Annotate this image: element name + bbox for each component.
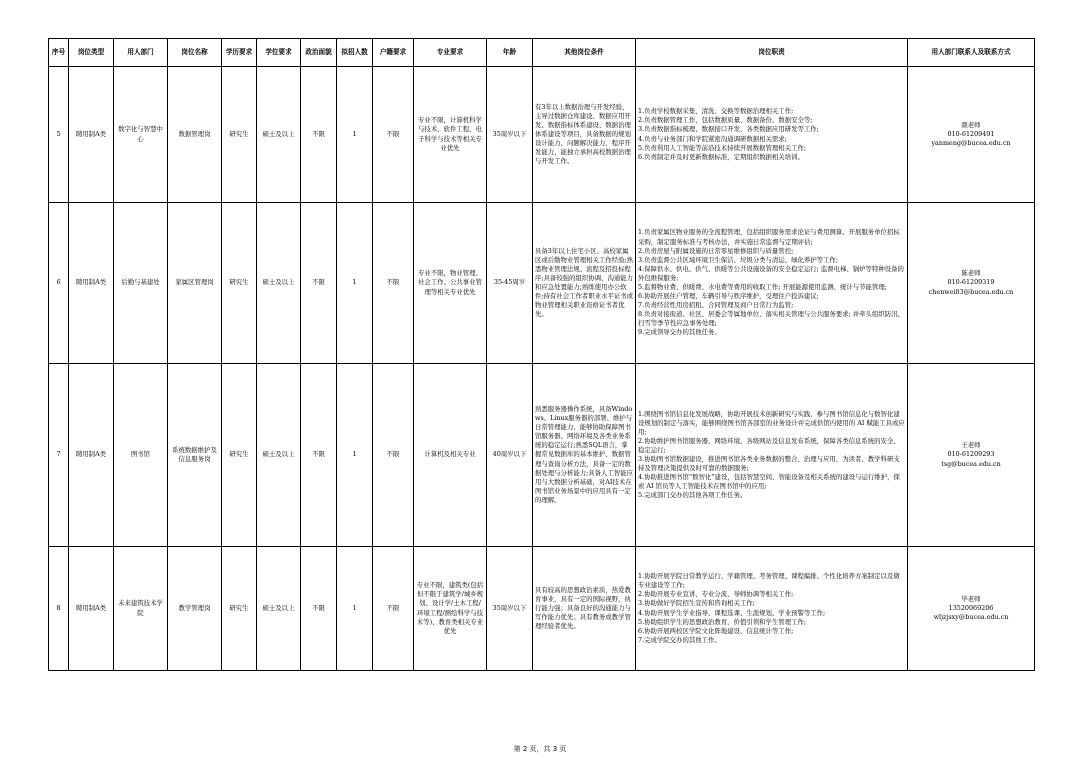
cell-degree: 硕士及以上: [257, 67, 301, 203]
cell-age: 35-45周岁: [487, 203, 533, 364]
contact-email: tsg@bucea.edu.cn: [941, 459, 1001, 468]
cell-no: 6: [49, 203, 69, 364]
cell-no: 5: [49, 67, 69, 203]
duty-line: 6.协助开展两校区学院文化阵地建设、信息统计等工作;: [638, 626, 794, 635]
duty-line: 8.负责对接街道、社区、居委会等属地单位，落实相关管理与公共服务要求; 并牵头组织防汛、扫雪等季节性应急事务处理;: [638, 310, 904, 328]
cell-post: 教学管理岗: [168, 547, 222, 671]
cell-political: 不限: [301, 203, 337, 364]
cell-major: 计算机及相关专业: [414, 364, 487, 547]
header-cell: 拟招人数: [337, 39, 373, 67]
duty-line: 4.负责与业务部门和学院紧密沟通调研数据相关需求;: [638, 134, 787, 143]
cell-hukou: 不限: [373, 364, 414, 547]
table-row: [49, 364, 1035, 547]
cell-hukou: 不限: [373, 547, 414, 671]
cell-edu: 研究生: [222, 364, 257, 547]
cell-duties: [636, 203, 908, 364]
cell-age: 35周岁以下: [487, 547, 533, 671]
cell-political: 不限: [301, 364, 337, 547]
header-cell: 学位要求: [257, 39, 301, 67]
duty-line: 5.监督物业费、供暖费、水电费等费用的收取工作; 开展能源使用监测、统计与节能管理;: [638, 283, 887, 291]
cell-no: 7: [49, 364, 69, 547]
duty-line: 3.负责数据指标梳理、数据接口开发、各类数据应用研发等工作;: [638, 125, 819, 134]
duty-line: 7.完成学院交办的其他工作。: [638, 635, 721, 644]
cell-major: 专业不限，计算机科学与技术、软件工程、电子科学与技术等相关专业优先: [414, 67, 487, 203]
duty-line: 2.负责房屋与附属设施的日常零星维修组织与质量管控;: [638, 246, 794, 255]
cell-duties: [636, 547, 908, 671]
cell-hukou: 不限: [373, 203, 414, 364]
cell-contact: [908, 364, 1035, 547]
cell-type: 聘用制A类: [69, 547, 114, 671]
cell-post: 系统数据维护及信息服务岗: [168, 364, 222, 547]
duty-line: 6.负责制定并及时更新数据标准，定期组织数据相关培训。: [638, 152, 804, 161]
cell-dept: 未来建筑技术学院: [114, 547, 168, 671]
cell-duties: [636, 364, 908, 547]
cell-age: 40周岁以下: [487, 364, 533, 547]
contact-phone: 010-61209319: [947, 278, 995, 287]
duty-line: 7.负责经营性用房招租、合同管理及商户日常行为监管;: [638, 301, 794, 310]
table-row: [49, 203, 1035, 364]
header-cell: 其他岗位条件: [533, 39, 636, 67]
cell-post: 家属区管理岗: [168, 203, 222, 364]
duty-line: 4.协助推进图书馆“数智化”建设，包括智慧空间、智能设备及相关系统的建设与运行维护，探索 AI 馆员等人工智能技术在图书馆中的应用;: [638, 473, 900, 491]
duty-line: 4.保障供水、供电、供气、供暖等公共设施设备的安全稳定运行; 监督电梯、锅炉等特种设备的外包维保服务;: [638, 264, 904, 282]
cell-edu: 研究生: [222, 203, 257, 364]
duty-line: 1.负责学校数据采集、清洗、交换等数据治理相关工作;: [638, 107, 794, 116]
cell-post: 数据管理岗: [168, 67, 222, 203]
contact-email: wljzjsxy@bucea.edu.cn: [933, 613, 1009, 622]
table-row: [49, 547, 1035, 671]
duty-line: 3.协助做好学院招生宣传和咨询相关工作;: [638, 599, 755, 608]
table-row: [49, 67, 1035, 203]
cell-other: 具备3年以上住宅小区、高校家属区或后勤物业管理相关工作经验;熟悉物业管理法规、流程及招投标程序;具备较强的组织协调、沟通能力和应急处置能力;熟练使用办公软件;持有社会工作者职业水平证书或物业管理相关职业资格证书者优先。: [533, 203, 636, 364]
cell-major: 专业不限，建筑类(包括但不限于建筑学/城乡规划、设计学/土木工程/环境工程/测绘科学与技术等)、教育类相关专业优先: [414, 547, 487, 671]
cell-no: 8: [49, 547, 69, 671]
cell-duties: [636, 67, 908, 203]
header-cell: 用人部门联系人及联系方式: [908, 39, 1035, 67]
header-cell: 学历要求: [222, 39, 257, 67]
cell-political: 不限: [301, 67, 337, 203]
header-cell: 序号: [49, 39, 69, 67]
duty-line: 6.协助开展住户管理、车辆引导与秩序维护，受理住户投诉建议;: [638, 292, 819, 301]
header-cell: 专业要求: [414, 39, 487, 67]
cell-contact: [908, 547, 1035, 671]
cell-major: 专业不限，物业管理、社会工作、公共事业管理等相关专业优先: [414, 203, 487, 364]
header-cell: 岗位名称: [168, 39, 222, 67]
cell-edu: 研究生: [222, 67, 257, 203]
recruitment-table: [48, 38, 1035, 671]
duty-line: 2.负责数据管理工作，包括数据质量、数据备份、数据安全等;: [638, 116, 813, 125]
contact-name: 王老师: [961, 441, 981, 450]
cell-other: 有3年以上数据治理与开发经验，主导过数据仓库建设、数据应用开发、数据指标体系建设、数据治理体系建设等项目，具备数据的规划设计能力、问题解决能力、程序开发能力，能独立承担高校数据治理与开发工作。: [533, 67, 636, 203]
header-cell: 岗位类型: [69, 39, 114, 67]
duty-line: 1.协助开展学院日常教学运行、学籍管理、考务管理、课程编排、个性化培养方案制定以及微专业建设等工作;: [638, 572, 900, 590]
duty-line: 5.负责利用人工智能等前沿技术持续开展数据管理相关工作;: [638, 143, 807, 152]
header-cell: 政治面貌: [301, 39, 337, 67]
contact-name: 颜老师: [961, 120, 981, 129]
duty-line: 9.完成领导交办的其他任务。: [638, 328, 721, 337]
cell-count: 1: [337, 203, 373, 364]
contact-email: chenwei83@bucea.edu.cn: [928, 287, 1014, 296]
contact-name: 毕老师: [961, 594, 981, 603]
cell-contact: [908, 203, 1035, 364]
cell-other: 熟悉服务器操作系统，具备Windows、Linux服务器的部署、维护与日常管理能力，能够协助保障图书馆服务器、网络环境及各类业务系统的稳定运行;熟悉SQL语言，掌握常见数据库的基本维护、数据管理与查询分析方法，具备一定的数据处理与分析能力;具备人工智能应用与大数据分析基础，对AI技术在图书馆业务场景中的应用具有一定的理解。: [533, 364, 636, 547]
duty-line: 2.协助维护图书馆服务器、网络环境、各级网站及信息发布系统，保障各类信息系统的安全、稳定运行;: [638, 436, 900, 454]
cell-age: 35周岁以下: [487, 67, 533, 203]
header-cell: 岗位职责: [636, 39, 908, 67]
contact-phone: 010-61209491: [947, 129, 995, 138]
cell-dept: 图书馆: [114, 364, 168, 547]
header-cell: 户籍要求: [373, 39, 414, 67]
header-row: [49, 39, 1035, 67]
duty-line: 2.协助开展专业宣讲、专业分流、导师协调等相关工作;: [638, 590, 794, 599]
duty-line: 1.围绕图书馆信息化发展战略，协助开展技术创新研究与实践，参与图书馆信息化与数智化建设规划的制定与落实，能够围绕图书馆各部室的业务设计并完成供馆内使用的 AI 赋能工具或应用;: [638, 409, 905, 436]
cell-dept: 数字化与智慧中心: [114, 67, 168, 203]
contact-phone: 010-61209293: [947, 450, 995, 459]
cell-degree: 硕士及以上: [257, 547, 301, 671]
cell-type: 聘用制A类: [69, 203, 114, 364]
contact-phone: 13520069206: [948, 603, 994, 612]
cell-hukou: 不限: [373, 67, 414, 203]
cell-count: 1: [337, 547, 373, 671]
cell-count: 1: [337, 364, 373, 547]
cell-type: 聘用制A类: [69, 67, 114, 203]
duty-line: 5.协助组织学生的思想政治教育，价值引领和学生管理工作;: [638, 617, 807, 626]
cell-degree: 硕士及以上: [257, 203, 301, 364]
header-cell: 用人部门: [114, 39, 168, 67]
contact-name: 陈老师: [961, 269, 981, 278]
duty-line: 5.完成部门交办的其他各项工作任务。: [638, 491, 747, 500]
cell-edu: 研究生: [222, 547, 257, 671]
cell-count: 1: [337, 67, 373, 203]
duty-line: 4.协助开展学生学业指导、课程选课、生涯规划、学业预警等工作;: [638, 608, 826, 617]
header-cell: 年龄: [487, 39, 533, 67]
cell-contact: [908, 67, 1035, 203]
duty-line: 1.负责家属区物业服务的全流程管理，包括组织服务需求论证与费用测算、开展服务单位招标采购，制定服务标准与考核办法，并实施日常监督与定期评估;: [638, 228, 900, 246]
cell-other: 具有较高的思想政治素质，热爱教育事业，具有一定的国际视野，执行能力强；具备良好的沟通能力与写作能力优先；具有教务或教学管理经验者优先。: [533, 547, 636, 671]
cell-dept: 后勤与基建处: [114, 203, 168, 364]
cell-type: 聘用制A类: [69, 364, 114, 547]
duty-line: 3.负责监督公共区域环境卫生保洁、垃圾分类与清运、绿化养护等工作;: [638, 255, 838, 264]
duty-line: 3.协助图书馆数据建设，推进图书馆各类业务数据的整合、治理与应用，为读者、教学科研支持及管理决策提供及时可靠的数据服务;: [638, 455, 900, 473]
contact-email: yanmeng@bucea.edu.cn: [931, 139, 1011, 148]
page-number-footer: 第 2 页，共 3 页: [513, 745, 567, 753]
cell-political: 不限: [301, 547, 337, 671]
cell-degree: 硕士及以上: [257, 364, 301, 547]
